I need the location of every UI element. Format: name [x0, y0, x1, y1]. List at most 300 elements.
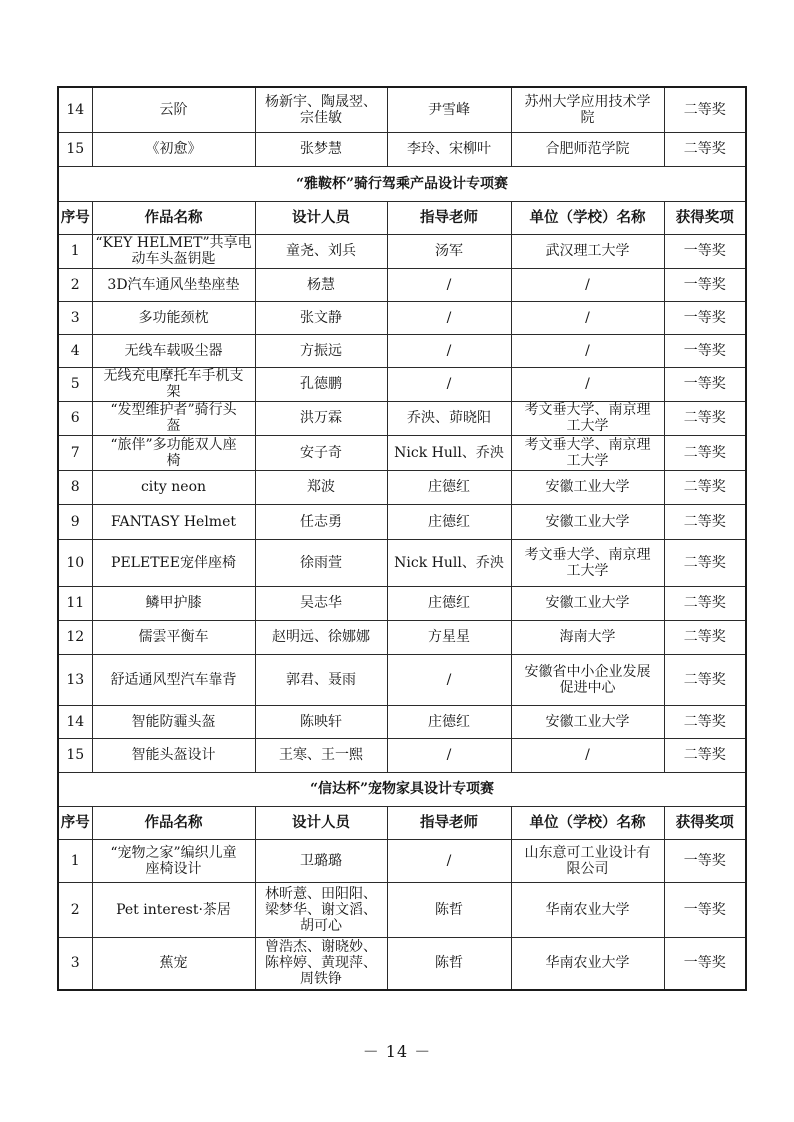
cell-line: 安徽工业大学	[545, 713, 630, 730]
cell-advisor	[387, 705, 511, 738]
cell-line: 获得奖项	[675, 813, 734, 831]
cell-no	[58, 470, 92, 504]
cell-advisor	[387, 435, 511, 470]
table-row	[58, 87, 746, 132]
cell-line: /	[446, 747, 452, 763]
cell-line: 任志勇	[300, 513, 342, 530]
cell-work-title	[92, 234, 255, 268]
cell-line: 序号	[60, 208, 90, 226]
cell-work-title	[92, 132, 255, 166]
section-title-row	[58, 772, 746, 806]
cell-work-title	[92, 654, 255, 705]
cell-line: 序号	[60, 813, 90, 831]
cell-line: 院	[580, 109, 595, 126]
cell-line: 孔德鹏	[300, 376, 342, 392]
cell-line: 合肥师范学院	[545, 141, 630, 157]
cell-line: 一等奖	[683, 309, 726, 326]
cell-award	[664, 435, 746, 470]
cell-line: 智能防霾头盔	[131, 713, 216, 730]
cell-unit	[511, 334, 664, 367]
cell-designers	[255, 738, 387, 772]
cell-line: 4	[70, 342, 80, 359]
cell-unit	[511, 234, 664, 268]
header-cell-work-title	[92, 806, 255, 839]
cell-no	[58, 654, 92, 705]
awards-table	[57, 86, 747, 991]
cell-line: 无线车载吸尘器	[124, 342, 223, 359]
cell-line: 徐雨萱	[300, 554, 342, 571]
cell-line: 张梦慧	[300, 141, 342, 157]
cell-line: 单位（学校）名称	[529, 208, 646, 226]
header-cell-designers	[255, 806, 387, 839]
cell-unit	[511, 882, 664, 937]
cell-line: 云阶	[159, 101, 188, 118]
cell-line: /	[446, 276, 452, 293]
cell-line: 指导老师	[420, 813, 478, 831]
cell-award	[664, 504, 746, 539]
cell-line: 考文垂大学、南京理	[524, 546, 651, 563]
cell-line: 二等奖	[683, 747, 726, 763]
cell-line: 二等奖	[683, 513, 726, 530]
awards-table-body	[58, 87, 746, 990]
cell-line: 苏州大学应用技术学	[524, 93, 651, 110]
cell-line: 二等奖	[683, 410, 726, 426]
cell-line: 3	[70, 955, 80, 972]
cell-line: /	[446, 309, 452, 326]
cell-award	[664, 654, 746, 705]
cell-no	[58, 132, 92, 166]
cell-line: 安徽工业大学	[545, 513, 630, 530]
cell-line: 庄德红	[428, 513, 470, 530]
cell-award	[664, 234, 746, 268]
cell-line: Nick Hull、乔泱	[394, 444, 504, 461]
cell-line: /	[585, 309, 590, 326]
cell-line: 工大学	[566, 452, 609, 469]
cell-line: 智能头盔设计	[131, 747, 216, 763]
cell-line: 方星星	[428, 629, 470, 645]
cell-line: 陈映轩	[300, 713, 342, 730]
table-row	[58, 132, 746, 166]
cell-designers	[255, 539, 387, 586]
table-row	[58, 504, 746, 539]
cell-line: /	[585, 376, 590, 392]
cell-line: 作品名称	[144, 208, 203, 226]
cell-unit	[511, 654, 664, 705]
cell-designers	[255, 87, 387, 132]
cell-advisor	[387, 401, 511, 435]
cell-line: 庄德红	[428, 713, 470, 730]
cell-no	[58, 937, 92, 990]
cell-line: PELETEE宠伴座椅	[111, 554, 236, 571]
cell-no	[58, 705, 92, 738]
table-header-row	[58, 806, 746, 839]
header-cell-award	[664, 806, 746, 839]
cell-line: 6	[70, 410, 80, 426]
cell-line: 鳞甲护膝	[145, 595, 202, 611]
cell-unit	[511, 470, 664, 504]
cell-award	[664, 470, 746, 504]
cell-work-title	[92, 435, 255, 470]
header-cell-unit	[511, 201, 664, 234]
cell-line: 安徽工业大学	[545, 479, 630, 495]
cell-line: 安徽省中小企业发展	[524, 663, 651, 680]
cell-line: 作品名称	[144, 813, 203, 831]
cell-no	[58, 504, 92, 539]
cell-work-title	[92, 705, 255, 738]
cell-line: 海南大学	[559, 629, 616, 645]
cell-line: 11	[66, 595, 85, 611]
cell-no	[58, 334, 92, 367]
cell-unit	[511, 268, 664, 301]
cell-line: 一等奖	[683, 376, 726, 392]
cell-advisor	[387, 132, 511, 166]
cell-line: 获得奖项	[675, 208, 734, 226]
cell-no	[58, 401, 92, 435]
cell-designers	[255, 401, 387, 435]
cell-line: 9	[70, 513, 80, 530]
cell-line: 杨慧	[307, 276, 335, 293]
cell-work-title	[92, 401, 255, 435]
cell-line: 陈梓婷、黄现萍、	[265, 955, 377, 972]
cell-line: /	[446, 376, 452, 392]
cell-award	[664, 334, 746, 367]
cell-advisor	[387, 87, 511, 132]
table-row	[58, 882, 746, 937]
cell-advisor	[387, 654, 511, 705]
cell-award	[664, 738, 746, 772]
cell-line: 二等奖	[683, 629, 726, 645]
cell-designers	[255, 586, 387, 620]
cell-advisor	[387, 586, 511, 620]
cell-unit	[511, 705, 664, 738]
cell-award	[664, 301, 746, 334]
cell-no	[58, 87, 92, 132]
table-row	[58, 435, 746, 470]
cell-designers	[255, 234, 387, 268]
cell-line: 考文垂大学、南京理	[524, 402, 651, 418]
cell-line: 14	[66, 713, 85, 730]
cell-line: 3	[70, 309, 80, 326]
cell-line: 1	[70, 243, 80, 259]
cell-line: 一等奖	[683, 342, 726, 359]
cell-line: 安徽工业大学	[545, 595, 630, 611]
header-cell-advisor	[387, 806, 511, 839]
cell-advisor	[387, 504, 511, 539]
section-title-row	[58, 166, 746, 201]
cell-advisor	[387, 839, 511, 882]
cell-line: 儒雲平衡车	[138, 629, 209, 645]
table-row	[58, 234, 746, 268]
cell-award	[664, 620, 746, 654]
cell-line: 二等奖	[683, 713, 726, 730]
cell-unit	[511, 87, 664, 132]
cell-line: 单位（学校）名称	[529, 813, 646, 831]
cell-advisor	[387, 539, 511, 586]
cell-designers	[255, 334, 387, 367]
cell-designers	[255, 654, 387, 705]
cell-line: 庄德红	[428, 479, 470, 495]
cell-designers	[255, 839, 387, 882]
cell-work-title	[92, 334, 255, 367]
cell-line: 吴志华	[300, 595, 342, 611]
table-row	[58, 301, 746, 334]
cell-line: 设计人员	[292, 813, 350, 831]
cell-work-title	[92, 882, 255, 937]
cell-line: 13	[66, 671, 85, 688]
cell-line: 庄德红	[428, 595, 470, 611]
cell-advisor	[387, 334, 511, 367]
cell-designers	[255, 301, 387, 334]
cell-line: 10	[66, 554, 85, 571]
cell-unit	[511, 301, 664, 334]
cell-work-title	[92, 620, 255, 654]
cell-work-title	[92, 586, 255, 620]
cell-line: 动车头盔钥匙	[131, 251, 216, 267]
table-row	[58, 367, 746, 401]
cell-award	[664, 937, 746, 990]
cell-work-title	[92, 367, 255, 401]
cell-advisor	[387, 470, 511, 504]
cell-no	[58, 839, 92, 882]
cell-line: 15	[66, 747, 85, 763]
table-row	[58, 334, 746, 367]
cell-unit	[511, 738, 664, 772]
cell-designers	[255, 937, 387, 990]
cell-line: 限公司	[566, 860, 609, 877]
cell-line: 林昕薏、田阳阳、	[265, 885, 377, 902]
cell-no	[58, 882, 92, 937]
cell-unit	[511, 937, 664, 990]
section-title: “雅鞍杯”骑行驾乘产品设计专项赛	[58, 166, 746, 201]
table-row	[58, 401, 746, 435]
table-row	[58, 470, 746, 504]
cell-no	[58, 268, 92, 301]
cell-line: 尹雪峰	[428, 101, 470, 118]
header-cell-no	[58, 806, 92, 839]
cell-no	[58, 539, 92, 586]
cell-designers	[255, 882, 387, 937]
cell-no	[58, 586, 92, 620]
cell-line: 设计人员	[292, 208, 350, 226]
cell-line: 一等奖	[683, 901, 726, 918]
cell-work-title	[92, 470, 255, 504]
cell-line: 陈哲	[435, 901, 463, 918]
cell-line: 梁梦华、谢文滔、	[265, 901, 377, 918]
cell-award	[664, 839, 746, 882]
cell-unit	[511, 401, 664, 435]
cell-line: 无线充电摩托车手机支	[103, 368, 244, 384]
table-row	[58, 738, 746, 772]
cell-line: 曾浩杰、谢晓妙、	[265, 939, 377, 956]
cell-line: 5	[70, 376, 80, 392]
cell-award	[664, 882, 746, 937]
cell-advisor	[387, 234, 511, 268]
table-row	[58, 654, 746, 705]
section-title: “信达杯”宠物家具设计专项赛	[58, 772, 746, 806]
cell-unit	[511, 367, 664, 401]
cell-line: 一等奖	[683, 852, 726, 869]
header-cell-award	[664, 201, 746, 234]
cell-line: 二等奖	[683, 101, 726, 118]
cell-advisor	[387, 738, 511, 772]
cell-line: 一等奖	[683, 243, 726, 259]
cell-award	[664, 586, 746, 620]
cell-unit	[511, 620, 664, 654]
cell-advisor	[387, 367, 511, 401]
cell-unit	[511, 132, 664, 166]
cell-line: 胡可心	[300, 917, 342, 934]
cell-line: “旅伴”多功能双人座	[110, 436, 237, 453]
cell-line: FANTASY Helmet	[111, 513, 236, 530]
cell-line: 15	[66, 141, 85, 157]
cell-award	[664, 87, 746, 132]
cell-designers	[255, 705, 387, 738]
cell-designers	[255, 470, 387, 504]
cell-line: 二等奖	[683, 554, 726, 571]
header-cell-unit	[511, 806, 664, 839]
cell-line: 12	[66, 629, 85, 645]
cell-work-title	[92, 301, 255, 334]
cell-advisor	[387, 937, 511, 990]
cell-line: 指导老师	[420, 208, 478, 226]
header-cell-designers	[255, 201, 387, 234]
cell-work-title	[92, 937, 255, 990]
cell-designers	[255, 367, 387, 401]
cell-line: 宗佳敏	[300, 109, 342, 126]
cell-line: 王寒、王一熙	[279, 747, 363, 763]
cell-line: 山东意可工业设计有	[524, 844, 651, 861]
cell-work-title	[92, 539, 255, 586]
cell-line: 《初愈》	[145, 141, 202, 157]
cell-line: 二等奖	[683, 444, 726, 461]
cell-line: 蕉宠	[159, 955, 188, 972]
cell-no	[58, 738, 92, 772]
cell-line: 架	[166, 384, 181, 400]
cell-designers	[255, 620, 387, 654]
table-row	[58, 586, 746, 620]
cell-work-title	[92, 738, 255, 772]
cell-no	[58, 620, 92, 654]
cell-work-title	[92, 268, 255, 301]
cell-work-title	[92, 839, 255, 882]
cell-line: 武汉理工大学	[545, 243, 630, 259]
table-row	[58, 839, 746, 882]
cell-award	[664, 367, 746, 401]
cell-line: 二等奖	[683, 479, 726, 495]
table-header-row	[58, 201, 746, 234]
cell-designers	[255, 268, 387, 301]
cell-designers	[255, 132, 387, 166]
cell-no	[58, 367, 92, 401]
cell-line: 张文静	[300, 309, 342, 326]
cell-line: 洪万霖	[300, 410, 342, 426]
cell-award	[664, 132, 746, 166]
cell-award	[664, 539, 746, 586]
cell-award	[664, 401, 746, 435]
cell-line: 椅	[166, 452, 181, 469]
page-number: － 14 －	[362, 1042, 432, 1061]
cell-unit	[511, 504, 664, 539]
cell-line: 一等奖	[683, 276, 726, 293]
cell-line: 二等奖	[683, 141, 726, 157]
header-cell-no	[58, 201, 92, 234]
table-row	[58, 268, 746, 301]
cell-line: 汤军	[435, 243, 463, 259]
cell-award	[664, 705, 746, 738]
table-row	[58, 705, 746, 738]
cell-line: 一等奖	[683, 955, 726, 972]
cell-no	[58, 234, 92, 268]
cell-unit	[511, 435, 664, 470]
cell-line: 华南农业大学	[545, 901, 630, 918]
cell-line: 周铁铮	[300, 971, 342, 988]
cell-advisor	[387, 882, 511, 937]
cell-line: 7	[70, 444, 80, 461]
cell-line: /	[446, 852, 452, 869]
cell-line: 童尧、刘兵	[286, 243, 356, 259]
cell-line: 安子奇	[300, 444, 342, 461]
cell-line: “宠物之家”编织儿童	[110, 844, 237, 861]
cell-line: 郑波	[307, 479, 335, 495]
cell-line: /	[446, 342, 452, 359]
cell-unit	[511, 539, 664, 586]
cell-line: 多功能颈枕	[138, 309, 209, 326]
cell-line: 舒适通风型汽车靠背	[110, 671, 237, 688]
cell-line: 3D汽车通风坐垫座垫	[107, 276, 240, 293]
cell-line: 华南农业大学	[545, 955, 630, 972]
cell-line: Pet interest·茶居	[116, 901, 231, 918]
cell-line: 卫璐璐	[300, 852, 342, 869]
cell-line: 陈哲	[435, 955, 463, 972]
cell-line: 促进中心	[559, 679, 616, 696]
cell-designers	[255, 504, 387, 539]
cell-line: 8	[70, 479, 80, 495]
cell-line: 二等奖	[683, 671, 726, 688]
cell-line: 座椅设计	[145, 860, 202, 877]
cell-work-title	[92, 87, 255, 132]
cell-advisor	[387, 268, 511, 301]
table-row	[58, 539, 746, 586]
cell-line: 工大学	[566, 562, 609, 579]
cell-line: Nick Hull、乔泱	[394, 554, 504, 571]
cell-line: 2	[70, 276, 80, 293]
cell-line: 郭君、聂雨	[286, 671, 356, 688]
cell-advisor	[387, 301, 511, 334]
cell-line: 杨新宇、陶晟翌、	[265, 93, 377, 110]
cell-line: /	[585, 747, 590, 763]
cell-line: 14	[66, 101, 85, 118]
cell-work-title	[92, 504, 255, 539]
cell-line: 赵明远、徐娜娜	[272, 629, 370, 645]
cell-advisor	[387, 620, 511, 654]
cell-line: 方振远	[300, 342, 342, 359]
cell-line: 工大学	[566, 418, 609, 434]
cell-line: 考文垂大学、南京理	[524, 436, 651, 453]
table-row	[58, 620, 746, 654]
cell-line: /	[585, 342, 590, 359]
cell-line: “发型维护者”骑行头	[110, 402, 237, 418]
header-cell-advisor	[387, 201, 511, 234]
cell-unit	[511, 839, 664, 882]
cell-designers	[255, 435, 387, 470]
cell-no	[58, 301, 92, 334]
cell-line: /	[585, 276, 590, 293]
cell-line: 乔泱、茆晓阳	[407, 410, 491, 426]
cell-line: /	[446, 671, 452, 688]
cell-line: 盔	[166, 418, 181, 434]
cell-line: city neon	[140, 479, 207, 495]
cell-unit	[511, 586, 664, 620]
